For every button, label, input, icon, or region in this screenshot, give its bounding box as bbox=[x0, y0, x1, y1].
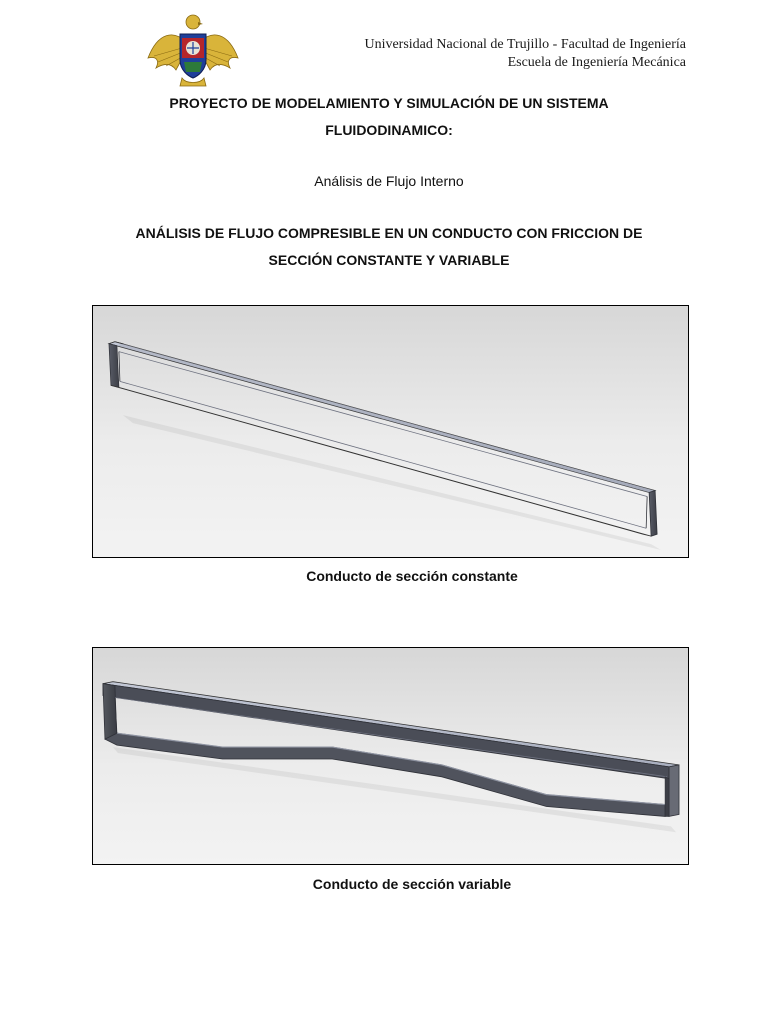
project-title-line-2: FLUIDODINAMICO: bbox=[325, 122, 453, 138]
analysis-title bbox=[92, 220, 686, 274]
analysis-title-line-2: SECCIÓN CONSTANTE Y VARIABLE bbox=[268, 252, 510, 268]
university-crest-logo bbox=[146, 12, 240, 92]
figure-caption-constant: Conducto de sección constante bbox=[306, 568, 518, 584]
variable-section-duct-render bbox=[92, 647, 689, 865]
analysis-title-line-1: ANÁLISIS DE FLUJO COMPRESIBLE EN UN CONDUCTO CON FRICCION DE bbox=[135, 225, 643, 241]
figure-caption-variable: Conducto de sección variable bbox=[312, 876, 512, 892]
constant-section-duct-render bbox=[92, 305, 689, 558]
project-title bbox=[100, 90, 678, 144]
university-name: Universidad Nacional de Trujillo - Facultad de Ingeniería bbox=[364, 37, 686, 52]
institution-header bbox=[364, 36, 686, 72]
subtitle: Análisis de Flujo Interno bbox=[314, 173, 464, 189]
school-name: Escuela de Ingeniería Mecánica bbox=[507, 55, 686, 70]
project-title-line-1: PROYECTO DE MODELAMIENTO Y SIMULACIÓN DE UN SISTEMA bbox=[169, 95, 609, 111]
